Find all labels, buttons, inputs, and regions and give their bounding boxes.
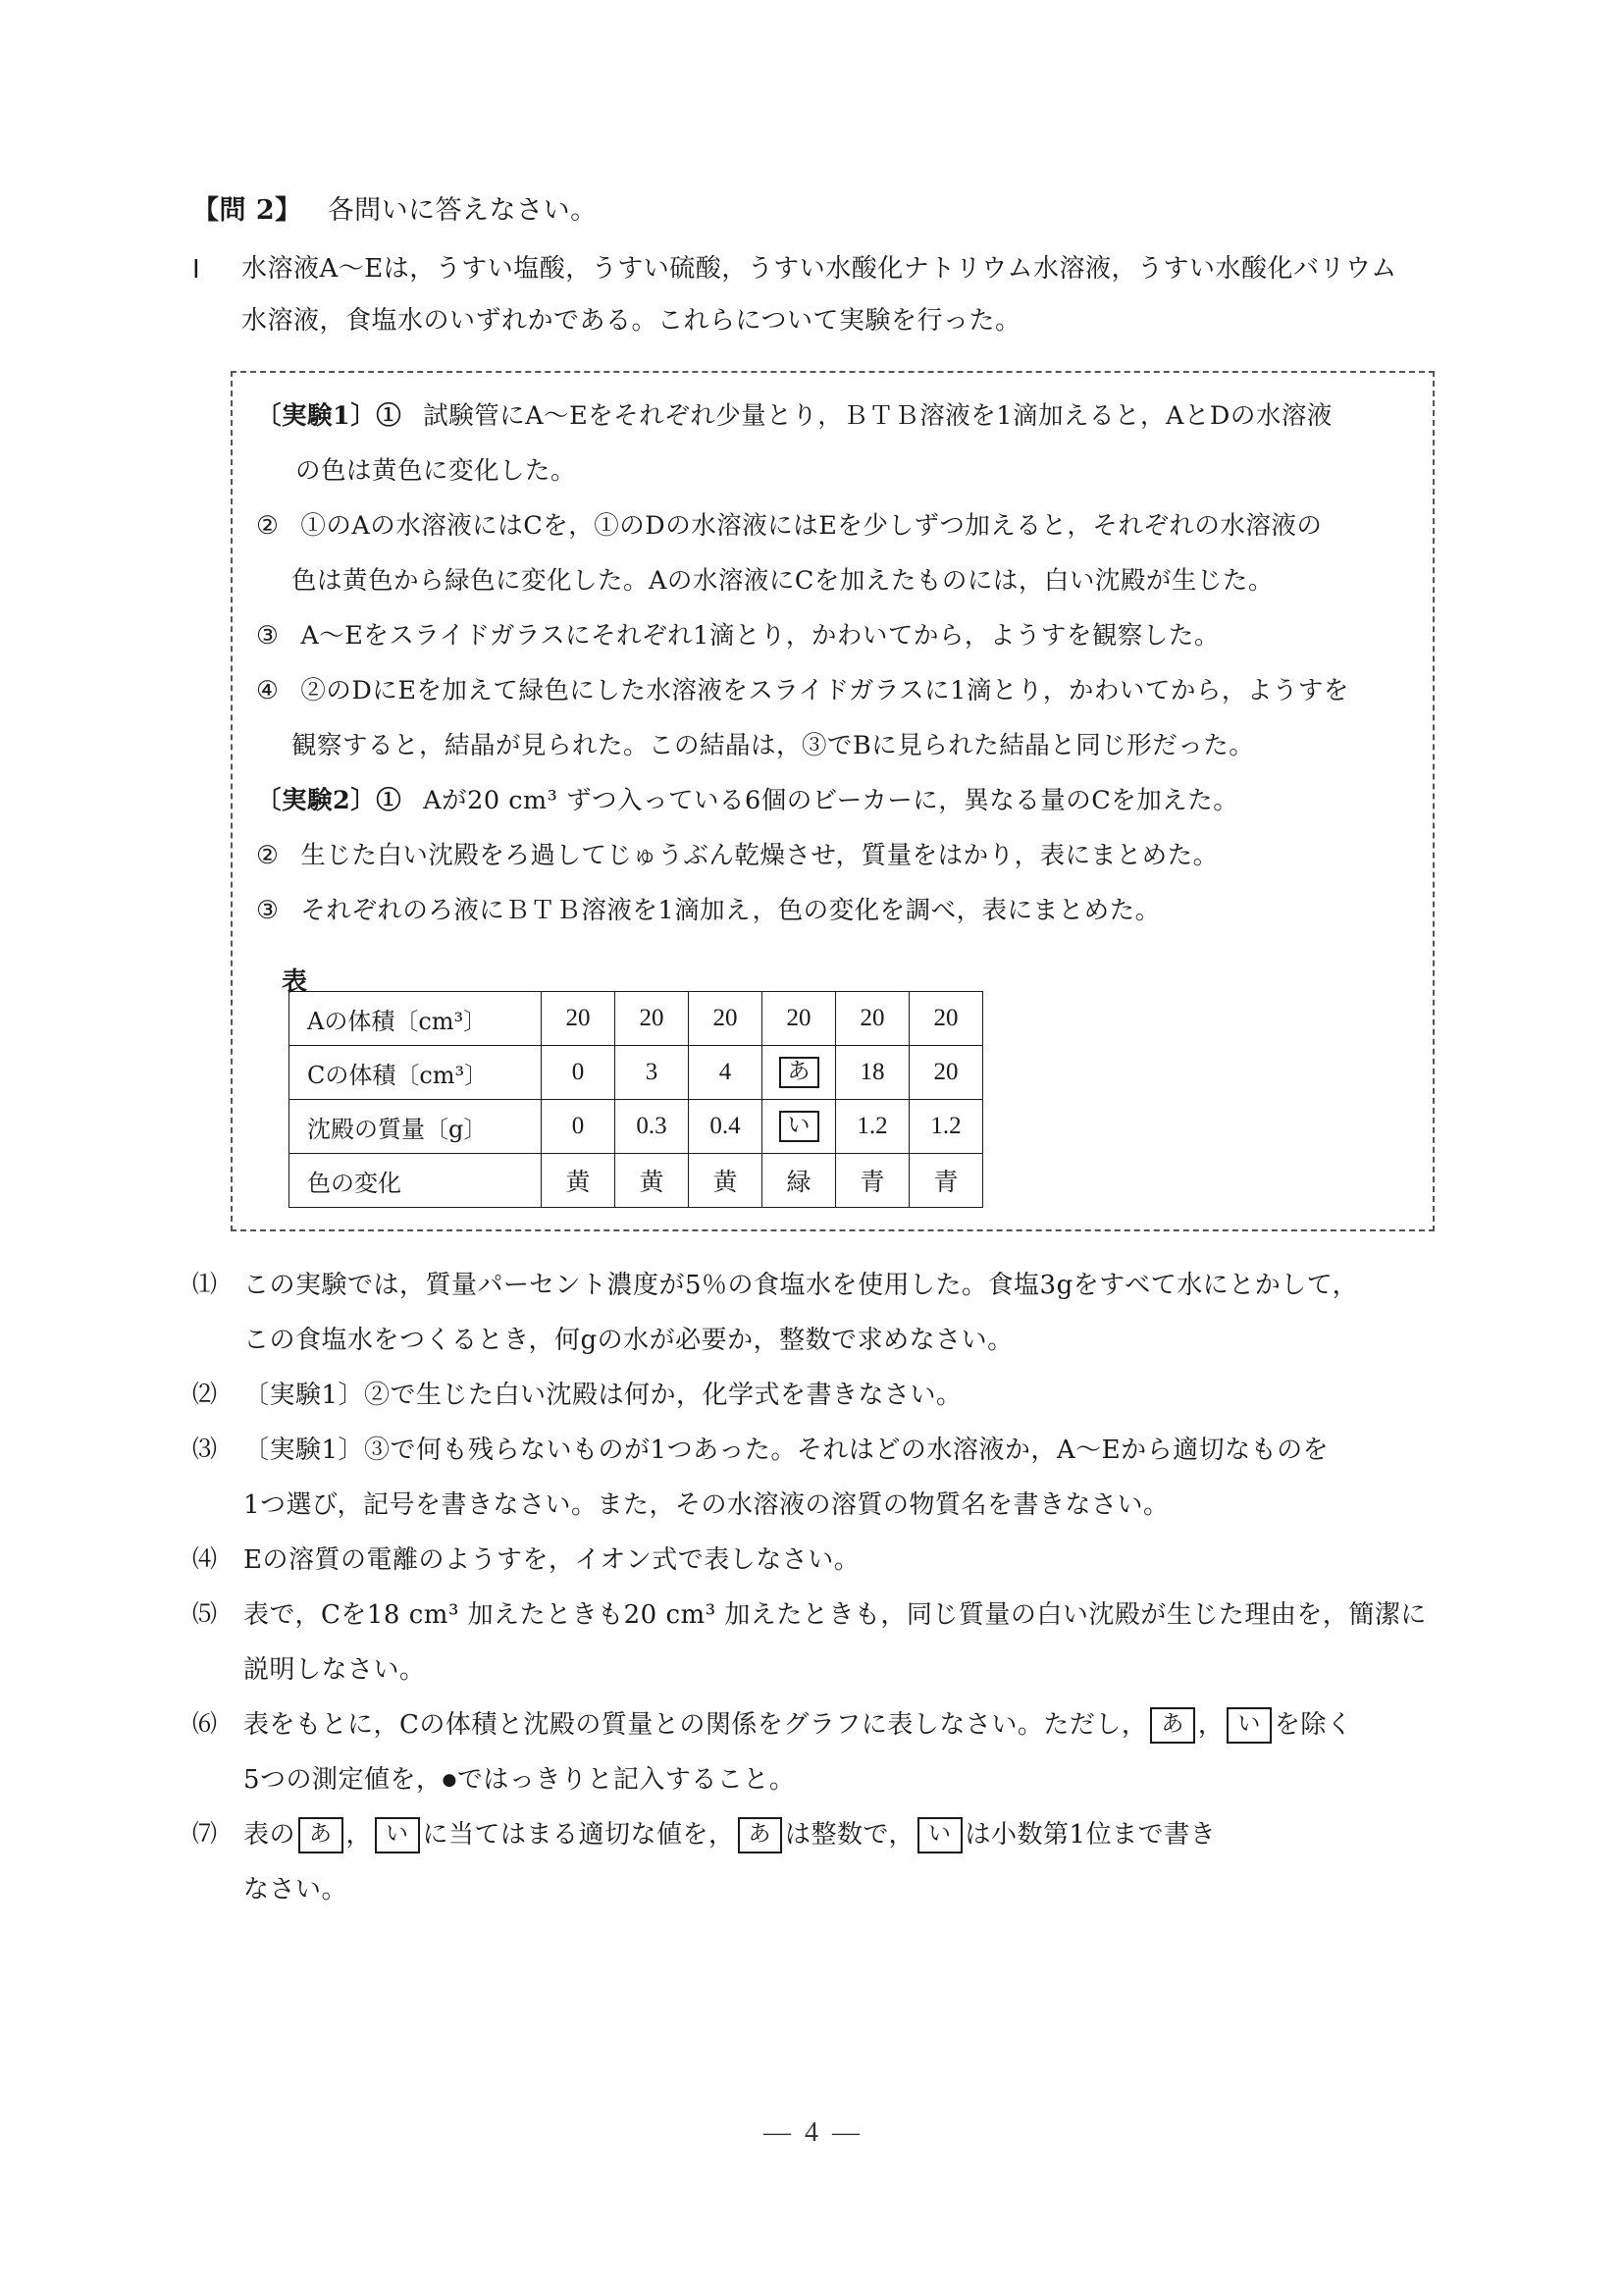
question-line (243, 1862, 1448, 1917)
experiment-marker: ② (256, 841, 280, 870)
experiment-text: 観察すると，結晶が見られた。この結晶は，③でBに見られた結晶と同じ形だった。 (291, 731, 1255, 760)
experiment-item (256, 773, 1419, 828)
experiment-item (256, 498, 1419, 608)
question-line (243, 1807, 1448, 1862)
table-row-header (289, 1100, 542, 1154)
experiment-item-line (256, 608, 1419, 663)
table-row (289, 992, 983, 1046)
question-item (192, 1807, 1448, 1917)
experiment-item-line (256, 773, 1419, 828)
question-line: Eの溶質の電離のようすを，イオン式で表しなさい。 (243, 1545, 861, 1575)
question-body (243, 1697, 1448, 1807)
question-number: ⑹ (192, 1711, 218, 1738)
question-item (192, 1258, 1448, 1368)
question-line: 〔実験1〕③で何も残らないものが1つあった。それはどの水溶液か，A〜Eから適切なものを (243, 1435, 1330, 1465)
question-text-part: ， (345, 1820, 373, 1850)
question-item (192, 1533, 1448, 1588)
table-row (289, 1154, 983, 1208)
page-title (192, 188, 598, 227)
experiment-text: ②のDにEを加えて緑色にした水溶液をスライドガラスに1滴とり，かわいてから，ようすを (300, 676, 1349, 705)
answer-box-i: い (375, 1817, 420, 1853)
question-number: ⑵ (192, 1382, 218, 1408)
question-body (243, 1533, 1448, 1588)
experiment-text: それぞれのろ液にＢＴＢ溶液を1滴加え，色の変化を調べ，表にまとめた。 (300, 896, 1161, 925)
table-cell: 4 (689, 1046, 762, 1100)
intro-body (241, 243, 1439, 347)
question-body (243, 1368, 1448, 1423)
table-cell: 黄 (689, 1154, 762, 1208)
footer-dash-right: — (832, 2117, 860, 2148)
question-body (243, 1258, 1448, 1368)
experiment-marker: 〔実験2〕① (256, 786, 402, 815)
experiment-text: の色は黄色に変化した。 (295, 456, 577, 486)
table-cell: 18 (836, 1046, 910, 1100)
question-number-label: 【問 2】 (192, 195, 302, 226)
table-row-header (289, 1154, 542, 1208)
answer-box-i: い (1227, 1707, 1272, 1744)
section-numeral: Ⅰ (192, 255, 201, 284)
intro-paragraph (192, 243, 1439, 347)
experiment-item-line (256, 389, 1419, 444)
experiment-item (256, 663, 1419, 773)
question-text-part: 表をもとに，Cの体積と沈殿の質量との関係をグラフに表しなさい。ただし， (243, 1710, 1148, 1740)
row-header-text: Aの体積〔cm³〕 (307, 1007, 488, 1035)
intro-line-1: 水溶液A〜Eは，うすい塩酸，うすい硫酸，うすい水酸化ナトリウム水溶液，うすい水酸化バリウム (241, 254, 1397, 284)
question-body (243, 1423, 1448, 1533)
table-row-header (289, 1046, 542, 1100)
table-cell: 3 (615, 1046, 689, 1100)
questions-list (192, 1258, 1448, 1917)
table-cell-blank-i (762, 1100, 836, 1154)
experiment-item-line (256, 883, 1419, 938)
question-heading-text: 各問いに答えなさい。 (327, 195, 598, 226)
answer-box-a: あ (779, 1057, 819, 1088)
question-line: 1つ選び，記号を書きなさい。また，その水溶液の溶質の物質名を書きなさい。 (243, 1490, 1170, 1520)
experiment-text: 試験管にA〜Eをそれぞれ少量とり，ＢＴＢ溶液を1滴加えると，AとDの水溶液 (423, 401, 1333, 431)
experiment-item-line (256, 663, 1419, 718)
question-item (192, 1588, 1448, 1697)
question-line: 表で，Cを18 cm³ 加えたときも20 cm³ 加えたときも，同じ質量の白い沈殿が生じた理由を，簡潔に (243, 1600, 1427, 1630)
question-number: ⑴ (192, 1272, 218, 1298)
question-body (243, 1807, 1448, 1917)
question-line: 〔実験1〕②で生じた白い沈殿は何か，化学式を書きなさい。 (243, 1381, 963, 1410)
answer-box-i: い (917, 1817, 963, 1853)
table-cell: 青 (910, 1154, 983, 1208)
footer-dash-left: — (763, 2117, 791, 2148)
table-cell: 0.4 (689, 1100, 762, 1154)
question-line: この食塩水をつくるとき，何gの水が必要か，整数で求めなさい。 (243, 1326, 1014, 1355)
table-row (289, 1046, 983, 1100)
question-item (192, 1423, 1448, 1533)
question-text-part: は整数で， (785, 1820, 916, 1850)
table-cell: 20 (910, 1046, 983, 1100)
question-text-part: ではっきりと記入すること。 (456, 1765, 796, 1795)
experiment-text: 色は黄色から緑色に変化した。Aの水溶液にCを加えたものには，白い沈殿が生じた。 (291, 566, 1274, 596)
question-number: ⑸ (192, 1601, 218, 1628)
question-text-part: 5つの測定値を， (243, 1765, 443, 1795)
question-item (192, 1697, 1448, 1807)
experiment-marker: ④ (256, 676, 280, 705)
table-caption: 表 (282, 967, 308, 997)
table-cell: 緑 (762, 1154, 836, 1208)
question-number: ⑶ (192, 1436, 218, 1463)
experiment-marker: 〔実験1〕① (256, 401, 402, 431)
experiment-marker: ③ (256, 896, 280, 925)
experiment-text: ①のAの水溶液にはCを，①のDの水溶液にはEを少しずつ加えると，それぞれの水溶液の (300, 511, 1323, 541)
question-number: ⑺ (192, 1821, 218, 1848)
table-cell: 青 (836, 1154, 910, 1208)
answer-box-i: い (779, 1111, 819, 1142)
table-cell: 0.3 (615, 1100, 689, 1154)
experiment-marker: ③ (256, 621, 280, 651)
table-cell: 20 (762, 992, 836, 1046)
experiment-box (231, 371, 1435, 1231)
row-header-text: 沈殿の質量〔g〕 (307, 1115, 488, 1143)
answer-box-a: あ (298, 1817, 343, 1853)
experiment-item (256, 389, 1419, 498)
experiment-item (256, 828, 1419, 883)
table-cell-blank-a (762, 1046, 836, 1100)
experiment-text: Aが20 cm³ ずつ入っている6個のビーカーに，異なる量のCを加えた。 (423, 786, 1239, 815)
table-cell: 0 (542, 1100, 615, 1154)
filled-dot-icon: ● (442, 1770, 457, 1790)
table-cell: 0 (542, 1046, 615, 1100)
question-line (243, 1752, 1448, 1807)
table-cell: 20 (542, 992, 615, 1046)
table-cell: 20 (615, 992, 689, 1046)
table-cell: 黄 (542, 1154, 615, 1208)
results-table (288, 991, 983, 1208)
answer-box-a: あ (738, 1817, 783, 1853)
question-text-part: を除く (1274, 1710, 1353, 1740)
page-number: 4 (805, 2117, 818, 2148)
question-line (243, 1697, 1448, 1752)
experiment-item (256, 608, 1419, 663)
table-cell: 1.2 (836, 1100, 910, 1154)
table-cell: 黄 (615, 1154, 689, 1208)
intro-line-2: 水溶液，食塩水のいずれかである。これらについて実験を行った。 (241, 306, 1021, 336)
experiment-content (256, 389, 1419, 938)
answer-box-a: あ (1150, 1707, 1195, 1744)
experiment-item (256, 883, 1419, 938)
experiment-marker: ② (256, 511, 280, 541)
row-header-text: 色の変化 (307, 1169, 401, 1197)
table-row-header (289, 992, 542, 1046)
question-line: 説明しなさい。 (243, 1655, 426, 1685)
table-cell: 20 (689, 992, 762, 1046)
question-text-part: は小数第1位まで書き (965, 1820, 1217, 1850)
question-item (192, 1368, 1448, 1423)
table-row (289, 1100, 983, 1154)
question-line: この実験では，質量パーセント濃度が5％の食塩水を使用した。食塩3gをすべて水にとかして， (243, 1271, 1359, 1300)
question-text-part: なさい。 (243, 1875, 348, 1905)
experiment-text: 生じた白い沈殿をろ過してじゅうぶん乾燥させ，質量をはかり，表にまとめた。 (300, 841, 1219, 870)
experiment-item-line (256, 498, 1419, 553)
question-text-part: に当てはまる適切な値を， (422, 1820, 735, 1850)
experiment-text: A〜Eをスライドガラスにそれぞれ1滴とり，かわいてから，ようすを観察した。 (300, 621, 1220, 651)
table-cell: 1.2 (910, 1100, 983, 1154)
table-cell: 20 (836, 992, 910, 1046)
question-number: ⑷ (192, 1546, 218, 1573)
question-text-part: 表の (243, 1820, 296, 1850)
row-header-text: Cの体積〔cm³〕 (307, 1061, 489, 1089)
page-footer (0, 2117, 1623, 2149)
experiment-item-line (256, 828, 1419, 883)
question-text-part: ， (1197, 1710, 1225, 1740)
question-body (243, 1588, 1448, 1697)
table-cell: 20 (910, 992, 983, 1046)
